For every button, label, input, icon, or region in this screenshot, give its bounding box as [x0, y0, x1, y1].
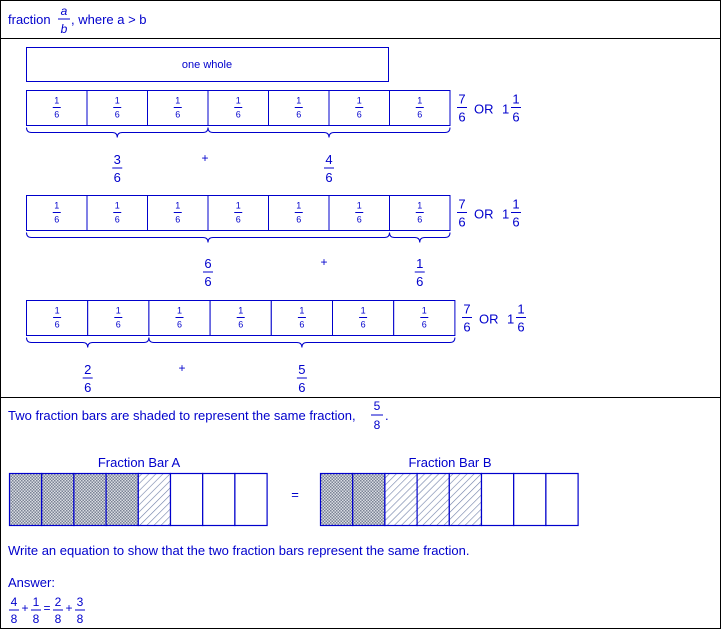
group-fraction-den: 6	[298, 380, 306, 395]
sixths-row	[27, 91, 522, 186]
unit-fraction-den: 6	[175, 214, 181, 225]
group-fraction	[324, 152, 334, 185]
group-fraction-den: 6	[84, 380, 92, 395]
statement-period: .	[385, 408, 389, 423]
mixed-fraction-den: 6	[512, 109, 520, 125]
answer-label: Answer:	[8, 575, 55, 590]
unit-fraction-num: 1	[299, 305, 305, 316]
or-text: OR	[474, 101, 494, 117]
whole-number: 1	[502, 101, 510, 117]
answer-fraction-den: 8	[32, 612, 40, 626]
bar-b-label: Fraction Bar B	[408, 455, 492, 470]
unit-fraction-den: 6	[114, 214, 120, 225]
unit-fraction-den: 6	[235, 109, 241, 120]
shaded-part-dotted	[321, 474, 353, 526]
grouping-brace	[149, 338, 455, 348]
unit-fraction-den: 6	[296, 214, 302, 225]
unit-fraction-den: 6	[296, 109, 302, 120]
grouping-brace	[390, 233, 451, 243]
grouping-brace	[27, 233, 390, 243]
group-fraction-num: 4	[325, 152, 333, 167]
unit-fraction-num: 1	[175, 200, 181, 211]
sixth-cell	[390, 91, 451, 126]
sixth-cell	[88, 301, 149, 336]
shaded-part-hatched	[385, 474, 417, 526]
improper-fraction-num: 7	[458, 196, 466, 212]
grouping-brace	[208, 128, 450, 138]
mixed-fraction-num: 1	[512, 91, 520, 107]
plus-sign: +	[178, 361, 186, 375]
sixth-cell	[329, 91, 390, 126]
unit-fraction-den: 6	[356, 109, 362, 120]
unit-fraction-num: 1	[54, 305, 60, 316]
unit-fraction-den: 6	[115, 319, 121, 330]
sixth-cell	[394, 301, 455, 336]
unshaded-part	[514, 474, 546, 526]
group-fraction	[203, 256, 213, 289]
row-result	[462, 302, 526, 335]
answer-fraction	[53, 595, 63, 626]
improper-fraction	[462, 302, 472, 335]
sixth-cell	[149, 301, 210, 336]
whole-number: 1	[507, 311, 515, 327]
unit-fraction-num: 1	[238, 305, 244, 316]
improper-fraction-den: 6	[458, 109, 466, 125]
improper-fraction-den: 6	[463, 319, 471, 335]
unit-fraction-den: 6	[299, 319, 305, 330]
answer-fraction-num: 1	[32, 595, 40, 609]
sixth-cell	[329, 196, 390, 231]
grouping-brace	[27, 128, 209, 138]
group-fraction	[83, 362, 93, 395]
unit-fraction-den: 6	[175, 109, 181, 120]
unit-fraction-num: 1	[54, 95, 60, 106]
grouping-brace	[27, 338, 149, 348]
answer-fraction-den: 8	[54, 612, 62, 626]
unshaded-part	[171, 474, 203, 526]
improper-fraction-num: 7	[458, 91, 466, 107]
unit-fraction-den: 6	[54, 319, 60, 330]
sixths-row	[27, 301, 527, 396]
shaded-part-hatched	[449, 474, 481, 526]
improper-fraction	[457, 197, 467, 230]
fraction-bar-a	[10, 474, 268, 526]
shaded-part-dotted	[353, 474, 385, 526]
statement-text: Two fraction bars are shaded to represent the same fraction,	[8, 408, 356, 423]
unit-fraction-num: 1	[356, 95, 362, 106]
header-condition: , where a > b	[71, 12, 147, 27]
unit-fraction-den: 6	[356, 214, 362, 225]
unit-fraction-num: 1	[175, 95, 181, 106]
sixth-cell	[271, 301, 332, 336]
unshaded-part	[235, 474, 267, 526]
sixth-cell	[87, 196, 148, 231]
group-fraction-num: 2	[84, 362, 92, 377]
sixth-cell	[27, 91, 88, 126]
group-fraction-num: 6	[204, 256, 212, 271]
sixth-cell	[148, 91, 209, 126]
one-whole-label: one whole	[181, 59, 233, 71]
header-frac-num: a	[60, 4, 68, 18]
mixed-fraction-den: 6	[517, 319, 525, 335]
sixth-cell	[27, 196, 88, 231]
group-fraction-den: 6	[204, 274, 212, 289]
equation-operator: +	[21, 601, 29, 615]
sixth-cell	[208, 196, 269, 231]
sixth-cell	[269, 196, 330, 231]
unit-fraction-den: 6	[235, 214, 241, 225]
group-fraction-den: 6	[416, 274, 424, 289]
improper-fraction	[457, 92, 467, 125]
unit-fraction-num: 1	[235, 95, 241, 106]
unshaded-part	[203, 474, 235, 526]
unit-fraction-num: 1	[417, 200, 423, 211]
or-text: OR	[474, 206, 494, 222]
unit-fraction-num: 1	[54, 200, 60, 211]
unit-fraction-den: 6	[114, 109, 120, 120]
unit-fraction-num: 1	[115, 305, 121, 316]
sixth-cell	[390, 196, 451, 231]
sixth-cell	[269, 91, 330, 126]
unit-fraction-den: 6	[54, 109, 60, 120]
answer-fraction	[9, 595, 19, 626]
bar-a-label: Fraction Bar A	[97, 455, 181, 470]
unit-fraction-num: 1	[360, 305, 366, 316]
answer-fraction-den: 8	[76, 612, 84, 626]
shaded-part-hatched	[138, 474, 170, 526]
unit-fraction-num: 1	[114, 95, 120, 106]
unit-fraction-num: 1	[176, 305, 183, 316]
answer-equation	[9, 595, 85, 626]
row-result	[457, 92, 521, 125]
unit-fraction-den: 6	[54, 214, 60, 225]
sixth-cell	[208, 91, 269, 126]
sixths-row	[27, 196, 522, 290]
unshaded-part	[546, 474, 578, 526]
sixth-cell	[210, 301, 271, 336]
answer-fraction-num: 2	[54, 595, 62, 609]
shaded-part-dotted	[10, 474, 42, 526]
unit-fraction-num: 1	[296, 95, 302, 106]
problem-statement	[8, 399, 389, 432]
instruction-text: Write an equation to show that the two fraction bars represent the same fraction.	[8, 543, 470, 558]
unit-fraction-num: 1	[356, 200, 362, 211]
group-fraction	[297, 362, 307, 395]
shaded-part-dotted	[42, 474, 74, 526]
sixth-cell	[87, 91, 148, 126]
shaded-part-dotted	[74, 474, 106, 526]
unit-fraction-den: 6	[417, 214, 423, 225]
group-fraction	[112, 152, 122, 185]
answer-fraction-num: 4	[10, 595, 18, 609]
mixed-fraction-num: 1	[517, 301, 525, 317]
fraction-bars	[10, 455, 579, 526]
improper-fraction-den: 6	[458, 214, 466, 230]
group-fraction-num: 5	[298, 362, 306, 377]
answer-fraction	[75, 595, 85, 626]
plus-sign: +	[320, 255, 328, 269]
header-frac-den: b	[60, 22, 68, 36]
sixth-cell	[333, 301, 394, 336]
target-frac-num: 5	[373, 399, 381, 413]
or-text: OR	[479, 311, 499, 327]
mixed-fraction-den: 6	[512, 214, 520, 230]
fraction-bar-b	[321, 474, 579, 526]
unshaded-part	[482, 474, 514, 526]
unit-fraction-den: 6	[238, 319, 244, 330]
unit-fraction-num: 1	[235, 200, 241, 211]
equals-sign: =	[291, 487, 299, 502]
shaded-part-hatched	[417, 474, 449, 526]
answer-fraction	[31, 595, 41, 626]
unit-fraction-num: 1	[296, 200, 302, 211]
row-result	[457, 197, 521, 230]
unit-fraction-num: 1	[417, 95, 423, 106]
sixth-cell	[27, 301, 88, 336]
unit-fraction-den: 6	[417, 109, 423, 120]
plus-sign: +	[201, 151, 209, 165]
header-word: fraction	[8, 12, 51, 27]
mixed-fraction	[511, 92, 521, 125]
answer-fraction-den: 8	[10, 612, 18, 626]
unit-fraction-num: 1	[421, 305, 427, 316]
equation-operator: =	[43, 601, 51, 615]
equation-operator: +	[65, 601, 73, 615]
group-fraction-num: 1	[416, 256, 424, 271]
unit-fraction-den: 6	[421, 319, 427, 330]
unit-fraction-den: 6	[176, 319, 183, 330]
mixed-fraction	[511, 197, 521, 230]
group-fraction-den: 6	[325, 170, 333, 185]
one-whole-bar	[27, 48, 389, 82]
answer-fraction-num: 3	[76, 595, 84, 609]
group-fraction-den: 6	[113, 170, 121, 185]
unit-fraction-den: 6	[360, 319, 366, 330]
unit-fraction-num: 1	[114, 200, 120, 211]
mixed-fraction-num: 1	[512, 196, 520, 212]
group-fraction-num: 3	[113, 152, 121, 167]
whole-number: 1	[502, 206, 510, 222]
sixths-rows	[27, 91, 527, 396]
mixed-fraction	[516, 302, 526, 335]
header	[8, 4, 147, 36]
shaded-part-dotted	[106, 474, 138, 526]
improper-fraction-num: 7	[463, 301, 471, 317]
sixth-cell	[148, 196, 209, 231]
group-fraction	[415, 256, 425, 289]
target-frac-den: 8	[373, 418, 381, 432]
